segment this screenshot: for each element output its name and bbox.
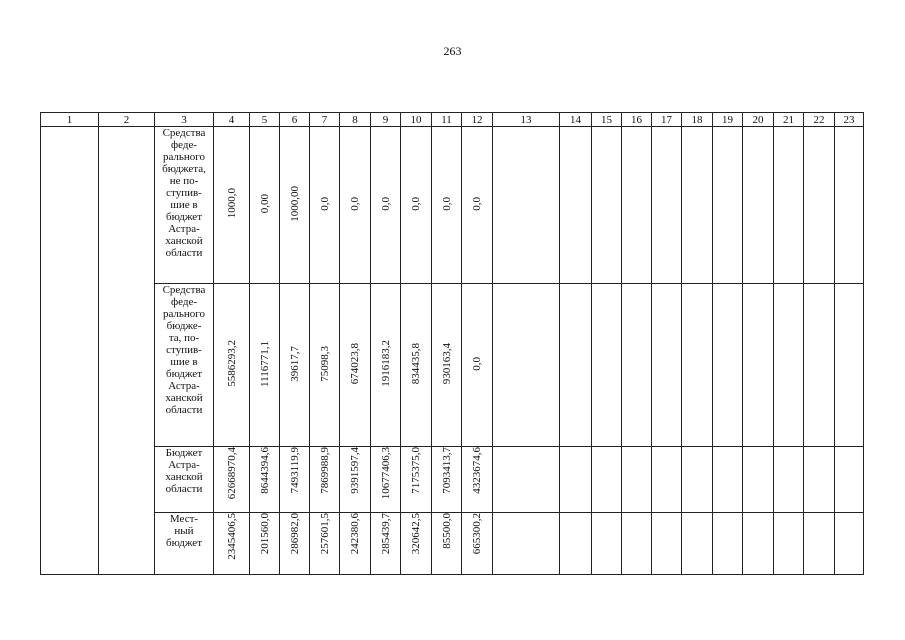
row-label-line: не по- (169, 175, 199, 187)
value-text: 0,00 (258, 193, 271, 214)
empty-cell (652, 447, 682, 513)
value-text: 1000,00 (288, 185, 301, 222)
value-text: 1916183,2 (379, 340, 392, 387)
value-text: 0,0 (349, 196, 361, 211)
empty-cell (682, 127, 713, 284)
value-text: 285439,7 (379, 513, 392, 555)
empty-cell (835, 513, 864, 575)
value-text: 0,0 (318, 196, 331, 211)
value-cell (280, 447, 310, 513)
empty-cell (41, 284, 99, 447)
value-cell (462, 127, 493, 284)
value-cell (340, 284, 371, 447)
value-cell (280, 513, 310, 575)
value-text: 930163,4 (440, 342, 453, 385)
value-text: 0,0 (440, 196, 453, 211)
value-text: 75098,3 (318, 345, 331, 382)
row-label-line: Средства (162, 127, 206, 139)
empty-cell (682, 447, 713, 513)
empty-cell (652, 127, 682, 284)
row-label (155, 284, 214, 447)
empty-cell (774, 127, 804, 284)
empty-cell (804, 127, 835, 284)
value-cell (250, 127, 280, 284)
value-cell (432, 447, 462, 513)
column-header: 16 (622, 113, 652, 127)
empty-cell (652, 284, 682, 447)
row-label-line: бюджет (166, 368, 202, 380)
value-text: 85500,0 (440, 513, 453, 549)
row-label-line: Астра- (168, 223, 200, 235)
value-cell (310, 284, 340, 447)
column-header: 9 (371, 113, 401, 127)
column-header: 23 (835, 113, 864, 127)
value-cell (432, 127, 462, 284)
empty-cell (592, 513, 622, 575)
empty-cell (804, 513, 835, 575)
value-text: 7175375,0 (410, 447, 422, 494)
empty-cell (804, 447, 835, 513)
table-row (41, 127, 864, 284)
row-label-line: бюджет (166, 537, 202, 549)
value-cell (340, 127, 371, 284)
empty-cell (99, 513, 155, 575)
value-cell (340, 513, 371, 575)
row-label-line: области (165, 404, 203, 416)
value-cell (401, 447, 432, 513)
value-text: 62668970,4 (225, 447, 238, 500)
page-number: 263 (443, 44, 462, 58)
value-text: 7493119,9 (288, 447, 301, 494)
column-header: 8 (340, 113, 371, 127)
value-cell (401, 127, 432, 284)
column-header: 12 (462, 113, 493, 127)
empty-cell (560, 284, 592, 447)
empty-cell (835, 284, 864, 447)
row-label-line: шие в (170, 356, 198, 368)
empty-cell (493, 447, 560, 513)
column-header: 1 (41, 113, 99, 127)
value-cell (432, 284, 462, 447)
row-label-line: Бюджет (165, 447, 203, 459)
empty-cell (743, 284, 774, 447)
row-label-line: рального (162, 151, 206, 163)
empty-cell (682, 513, 713, 575)
value-cell (371, 447, 401, 513)
value-cell (462, 513, 493, 575)
row-label-line: Средства (162, 284, 206, 296)
value-cell (401, 284, 432, 447)
value-cell (371, 127, 401, 284)
column-header: 10 (401, 113, 432, 127)
empty-cell (41, 127, 99, 284)
column-header: 19 (713, 113, 743, 127)
row-label (155, 447, 214, 513)
empty-cell (99, 284, 155, 447)
empty-cell (713, 127, 743, 284)
empty-cell (560, 447, 592, 513)
value-text: 9391597,4 (349, 447, 361, 494)
value-text: 0,0 (471, 196, 483, 211)
column-header: 6 (280, 113, 310, 127)
value-cell (280, 127, 310, 284)
column-header: 5 (250, 113, 280, 127)
value-cell (401, 513, 432, 575)
row-label-line: ханской (165, 392, 203, 404)
column-header: 13 (493, 113, 560, 127)
column-header: 4 (214, 113, 250, 127)
column-header: 7 (310, 113, 340, 127)
empty-cell (743, 513, 774, 575)
row-label-line: бюджет (166, 211, 202, 223)
value-text: 39617,7 (288, 345, 301, 382)
value-cell (310, 127, 340, 284)
value-text: 7093413,7 (440, 447, 453, 494)
value-text: 7869988,9 (318, 447, 331, 494)
value-cell (250, 447, 280, 513)
empty-cell (592, 127, 622, 284)
value-text: 320642,5 (410, 513, 422, 555)
value-text: 0,0 (410, 196, 422, 211)
value-cell (310, 447, 340, 513)
value-cell (214, 127, 250, 284)
row-label-line: шие в (170, 199, 198, 211)
column-header: 2 (99, 113, 155, 127)
empty-cell (713, 513, 743, 575)
empty-cell (41, 513, 99, 575)
table-row (41, 447, 864, 513)
row-label-line: бюдже- (166, 320, 202, 332)
row-label-line: ступив- (166, 344, 202, 356)
empty-cell (713, 447, 743, 513)
value-text: 665300,2 (471, 513, 483, 555)
empty-cell (652, 513, 682, 575)
table-row (41, 284, 864, 447)
column-header: 14 (560, 113, 592, 127)
value-text: 286982,0 (288, 513, 301, 555)
value-text: 8644394,6 (258, 447, 271, 494)
empty-cell (622, 127, 652, 284)
empty-cell (493, 127, 560, 284)
row-label-line: ханской (165, 471, 203, 483)
row-label (155, 513, 214, 575)
row-label-line: ступив- (166, 187, 202, 199)
empty-cell (592, 447, 622, 513)
empty-cell (774, 447, 804, 513)
empty-cell (774, 284, 804, 447)
column-header: 18 (682, 113, 713, 127)
value-cell (250, 513, 280, 575)
row-label-line: рального (162, 308, 206, 320)
empty-cell (774, 513, 804, 575)
value-text: 0,0 (379, 196, 392, 211)
value-text: 0,0 (471, 356, 483, 371)
value-cell (214, 284, 250, 447)
row-label-line: Астра- (168, 459, 200, 471)
table-body (41, 127, 864, 575)
value-cell (371, 284, 401, 447)
row-label-line: феде- (170, 139, 197, 151)
value-text: 2345406,5 (225, 513, 238, 560)
value-cell (340, 447, 371, 513)
column-header: 3 (155, 113, 214, 127)
value-text: 834435,8 (410, 342, 422, 385)
value-text: 257601,5 (318, 513, 331, 555)
value-text: 674023,8 (349, 342, 361, 385)
empty-cell (622, 447, 652, 513)
value-text: 1000,0 (225, 188, 238, 219)
empty-cell (41, 447, 99, 513)
empty-cell (560, 127, 592, 284)
row-label-line: области (165, 247, 203, 259)
column-header: 22 (804, 113, 835, 127)
empty-cell (713, 284, 743, 447)
empty-cell (99, 447, 155, 513)
row-label-line: ный (174, 525, 194, 537)
row-label-line: бюджета, (162, 163, 206, 175)
row-label-line: области (165, 483, 203, 495)
value-cell (462, 447, 493, 513)
value-cell (250, 284, 280, 447)
row-label (155, 127, 214, 284)
row-label-line: ханской (165, 235, 203, 247)
value-text: 1116771,1 (258, 340, 271, 387)
header-row (41, 113, 864, 127)
value-cell (462, 284, 493, 447)
value-cell (280, 284, 310, 447)
value-text: 4323674,6 (471, 447, 483, 494)
value-cell (310, 513, 340, 575)
value-cell (214, 447, 250, 513)
empty-cell (743, 127, 774, 284)
empty-cell (682, 284, 713, 447)
empty-cell (592, 284, 622, 447)
row-label-line: феде- (170, 296, 197, 308)
table-row (41, 513, 864, 575)
empty-cell (835, 447, 864, 513)
empty-cell (622, 284, 652, 447)
column-header: 21 (774, 113, 804, 127)
budget-table (40, 112, 864, 575)
value-text: 242380,6 (349, 513, 361, 555)
empty-cell (804, 284, 835, 447)
empty-cell (743, 447, 774, 513)
column-header: 20 (743, 113, 774, 127)
row-label-line: Астра- (168, 380, 200, 392)
empty-cell (99, 127, 155, 284)
value-text: 10677406,3 (379, 447, 392, 500)
empty-cell (493, 513, 560, 575)
column-header: 15 (592, 113, 622, 127)
row-label-line: Мест- (169, 513, 199, 525)
value-cell (371, 513, 401, 575)
value-text: 5586293,2 (225, 340, 238, 387)
value-cell (432, 513, 462, 575)
column-header: 17 (652, 113, 682, 127)
empty-cell (622, 513, 652, 575)
column-header: 11 (432, 113, 462, 127)
empty-cell (560, 513, 592, 575)
value-cell (214, 513, 250, 575)
row-label-line: та, по- (168, 332, 200, 344)
empty-cell (835, 127, 864, 284)
empty-cell (493, 284, 560, 447)
value-text: 201560,0 (258, 513, 271, 555)
